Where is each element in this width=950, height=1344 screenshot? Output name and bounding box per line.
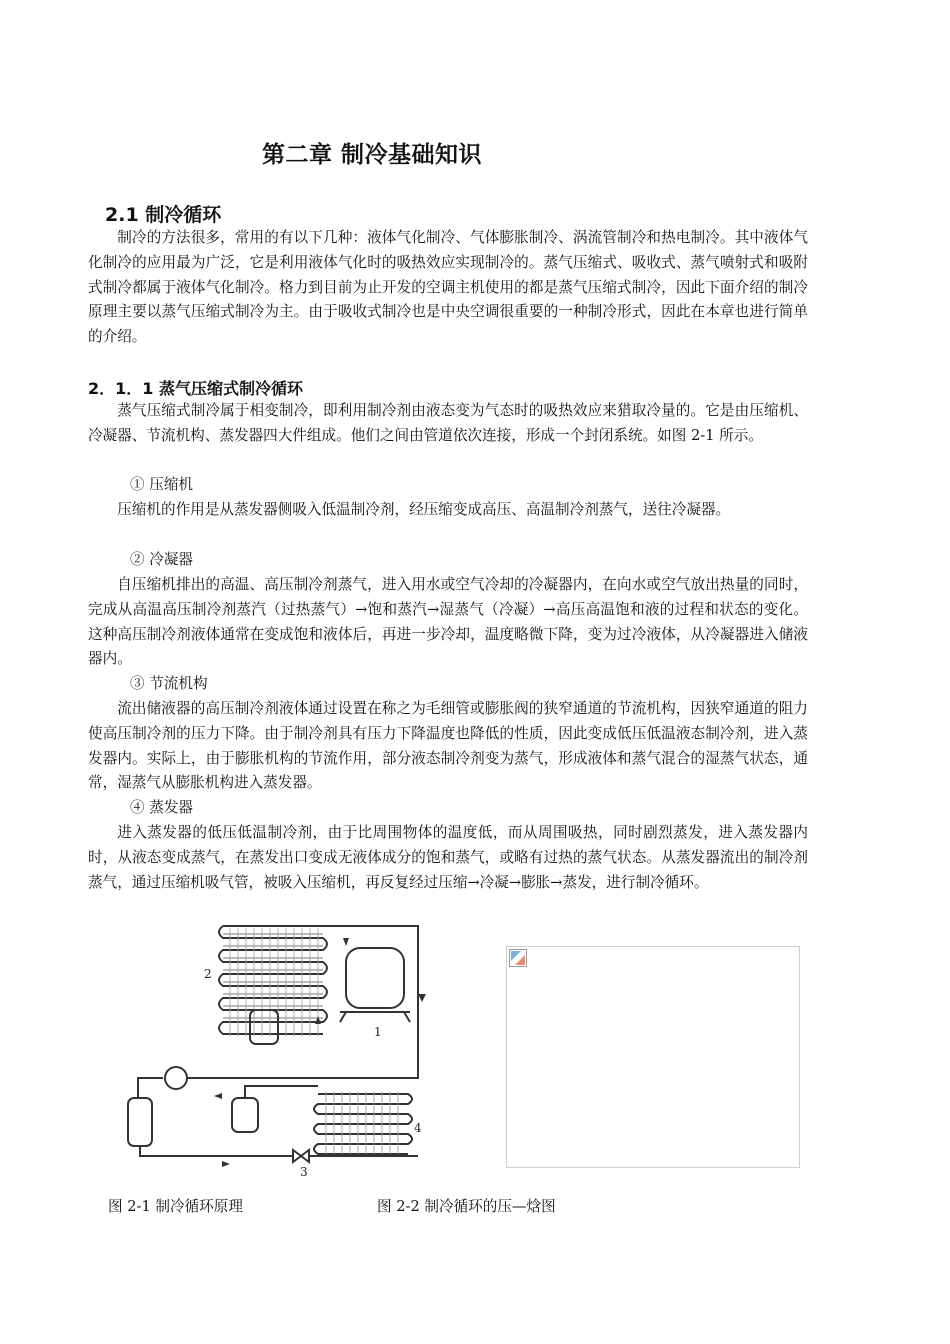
evaporator-coil — [314, 1094, 412, 1154]
label-compressor: 1 — [374, 1025, 382, 1039]
chapter-title: 第二章 制冷基础知识 — [262, 142, 483, 168]
item-label-throttle: ③ 节流机构 — [130, 675, 208, 692]
figure1-caption: 图 2-1 制冷循环原理 — [108, 1198, 243, 1215]
compressor-body — [346, 948, 404, 1008]
item-text-condenser: 自压缩机排出的高温、高压制冷剂蒸气，进入用水或空气冷却的冷凝器内，在向水或空气放出热量的同时，完成从高温高压制冷剂蒸汽（过热蒸气）→饱和蒸汽→湿蒸气（冷凝）→高压高温饱和液的过程和状态的变化。这种高压制冷剂液体通常在变成饱和液体后，再进一步冷却，温度略微下降，变为过冷液体，从冷凝器进入储液器内。 — [88, 576, 808, 668]
label-evaporator: 4 — [414, 1121, 422, 1135]
item-text-evaporator: 进入蒸发器的低压低温制冷剂，由于比周围物体的温度低，而从周围吸热，同时剧烈蒸发，进入蒸发器内时，从液态变成蒸气，在蒸发出口变成无液体成分的饱和蒸气，或略有过热的蒸气状态。从蒸发器流出的制冷剂蒸气，通过压缩机吸气管，被吸入压缩机，再反复经过压缩→冷凝→膨胀→蒸发，进行制冷循环。 — [88, 824, 808, 891]
broken-image-icon — [509, 949, 527, 967]
pressure-enthalpy-image-placeholder — [506, 946, 800, 1168]
subsection-title: 2．1．1 蒸气压缩式制冷循环 — [88, 379, 303, 398]
label-condenser: 2 — [204, 967, 212, 981]
refrigeration-cycle-diagram — [118, 918, 438, 1176]
item-label-compressor: ① 压缩机 — [130, 476, 194, 493]
section-title: 2.1 制冷循环 — [105, 204, 222, 226]
item-label-condenser: ② 冷凝器 — [130, 551, 194, 568]
item-text-compressor: 压缩机的作用是从蒸发器侧吸入低温制冷剂，经压缩变成高压、高温制冷剂蒸气，送往冷凝器。 — [117, 501, 731, 518]
label-throttle: 3 — [300, 1165, 308, 1176]
item-label-evaporator: ④ 蒸发器 — [130, 799, 194, 816]
drier — [128, 1098, 152, 1146]
item-text-throttle: 流出储液器的高压制冷剂液体通过设置在称之为毛细管或膨胀阀的狭窄通道的节流机构，因狭窄通道的阻力使高压制冷剂的压力下降。由于制冷剂具有压力下降温度也降低的性质，因此变成低压低温液态制冷剂，进入蒸发器内。实际上，由于膨胀机构的节流作用，部分液态制冷剂变为蒸气，形成液体和蒸气混合的湿蒸气状态，通常，湿蒸气从膨胀机构进入蒸发器。 — [88, 700, 808, 792]
section-intro-paragraph: 制冷的方法很多，常用的有以下几种：液体气化制冷、气体膨胀制冷、涡流管制冷和热电制冷。其中液体气化制冷的应用最为广泛，它是利用液体气化时的吸热效应实现制冷的。蒸气压缩式、吸收式、蒸气喷射式和吸附式制冷都属于液体气化制冷。格力到目前为止开发的空调主机使用的都是蒸气压缩式制冷，因此下面介绍的制冷原理主要以蒸气压缩式制冷为主。由于吸收式制冷也是中央空调很重要的一种制冷形式，因此在本章也进行简单的介绍。 — [88, 229, 808, 346]
subsection-intro-paragraph: 蒸气压缩式制冷属于相变制冷，即利用制冷剂由液态变为气态时的吸热效应来猎取冷量的。它是由压缩机、冷凝器、节流机构、蒸发器四大件组成。他们之间由管道依次连接，形成一个封闭系统。如图 2-1 所示。 — [88, 402, 808, 444]
figure2-caption: 图 2-2 制冷循环的压—焓图 — [377, 1198, 556, 1215]
